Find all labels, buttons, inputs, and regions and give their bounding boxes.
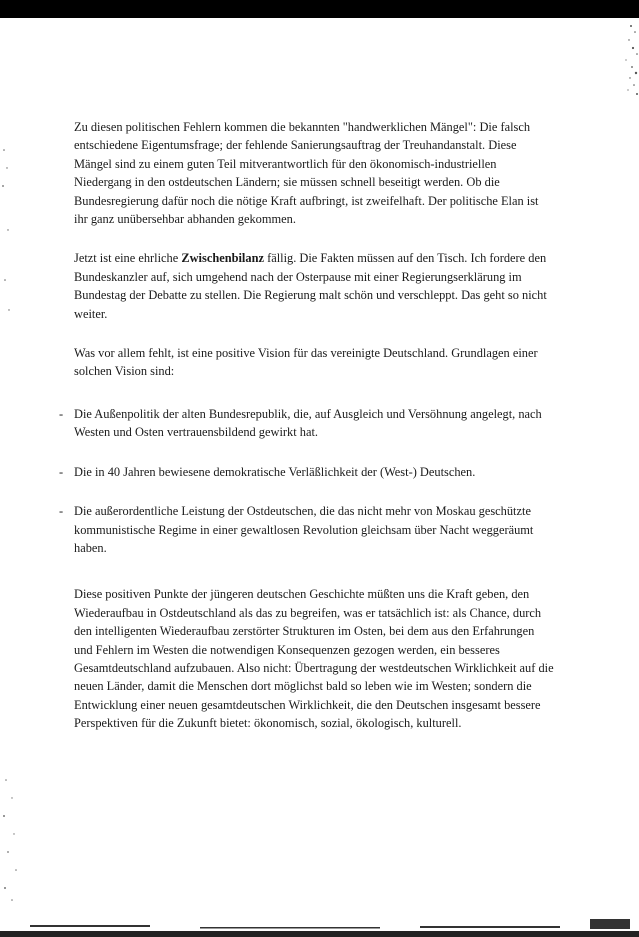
list-item: - Die in 40 Jahren bewiesene demokratische Verläßlichkeit der (West-) Deutschen.: [74, 463, 554, 481]
scan-noise-left-margin: [0, 140, 14, 340]
bullet-dash: -: [59, 406, 64, 421]
scan-noise-top-right: [611, 18, 639, 128]
list-item: - Die außerordentliche Leistung der Ostdeutschen, die das nicht mehr von Moskau geschützte kommunistische Regime in einer gewaltlosen Revolution gleichsam über Nacht weggeräumt haben.: [59, 504, 534, 555]
paragraph-positive-vision: Was vor allem fehlt, ist eine positive Vision für das vereinigte Deutschland. Grundlagen einer solchen Vision sind:: [74, 346, 538, 379]
paragraph-wiederaufbau: Diese positiven Punkte der jüngeren deutschen Geschichte müßten uns die Kraft geben, den Wiederaufbau in Ostdeutschland als das zu begreifen, was er tatsächlich ist: als Chance, durch den intelligenten Wiederaufbau zerstörter Strukturen im Osten, bei dem aus den Erfahrungen und Fehlern im Westen die notwendigen Konsequenzen gezogen werden, ein besseres Gesamtdeutschland aufzubauen. Also nicht: Übertragung der westdeutschen Wirklichkeit auf die neuen Länder, damit die Menschen dort möglichst bald so leben wie im Westen; sondern die Entwicklung einer neuen gesamtdeutschen Wirklichkeit, die den Deutschen insgesamt bessere Perspektiven für die Zukunft bietet: ökonomisch, sozial, ökologisch, kulturell.: [74, 587, 554, 731]
scan-noise-bottom-edge: [0, 907, 639, 937]
bullet-dash: -: [59, 504, 64, 519]
paragraph-handwerkliche-maengel: Zu diesen politischen Fehlern kommen die bekannten "handwerklichen Mängel": Die falsch entschiedene Eigentumsfrage; der fehlende Sanierungsauftrag der Treuhandanstalt. Diese Mängel sind zu einem guten Teil mitverantwortlich für den ökonomisch-industriellen Niedergang in den ostdeutschen Ländern; sie müssen schnell beseitigt werden. Ob die Bundesregierung dafür noch die nötige Kraft aufbringt, ist zweifelhaft. Der politische Elan ist ihr ganz unübersehbar abhanden gekommen.: [74, 120, 539, 227]
scan-noise-bottom-left: [0, 760, 30, 910]
document-body: [59, 118, 554, 754]
bullet-dash: -: [59, 464, 64, 479]
list-item: - Die Außenpolitik der alten Bundesrepublik, die, auf Ausgleich und Versöhnung angelegt, nach Westen und Osten vertrauensbildend gewirkt hat.: [59, 406, 542, 440]
emphasis-zwischenbilanz: Zwischenbilanz: [181, 251, 264, 266]
scan-top-border: [0, 0, 639, 18]
vision-foundations-list: [59, 405, 554, 557]
paragraph-zwischenbilanz: Jetzt ist eine ehrliche Zwischenbilanz fällig. Die Fakten müssen auf den Tisch. Ich fordere den Bundeskanzler auf, sich umgehend nach der Osterpause mit einer Regierungserklärung im Bundestag der Debatte zu stellen. Die Regierung malt schön und verschleppt. Das geht so nicht weiter.: [74, 251, 547, 321]
